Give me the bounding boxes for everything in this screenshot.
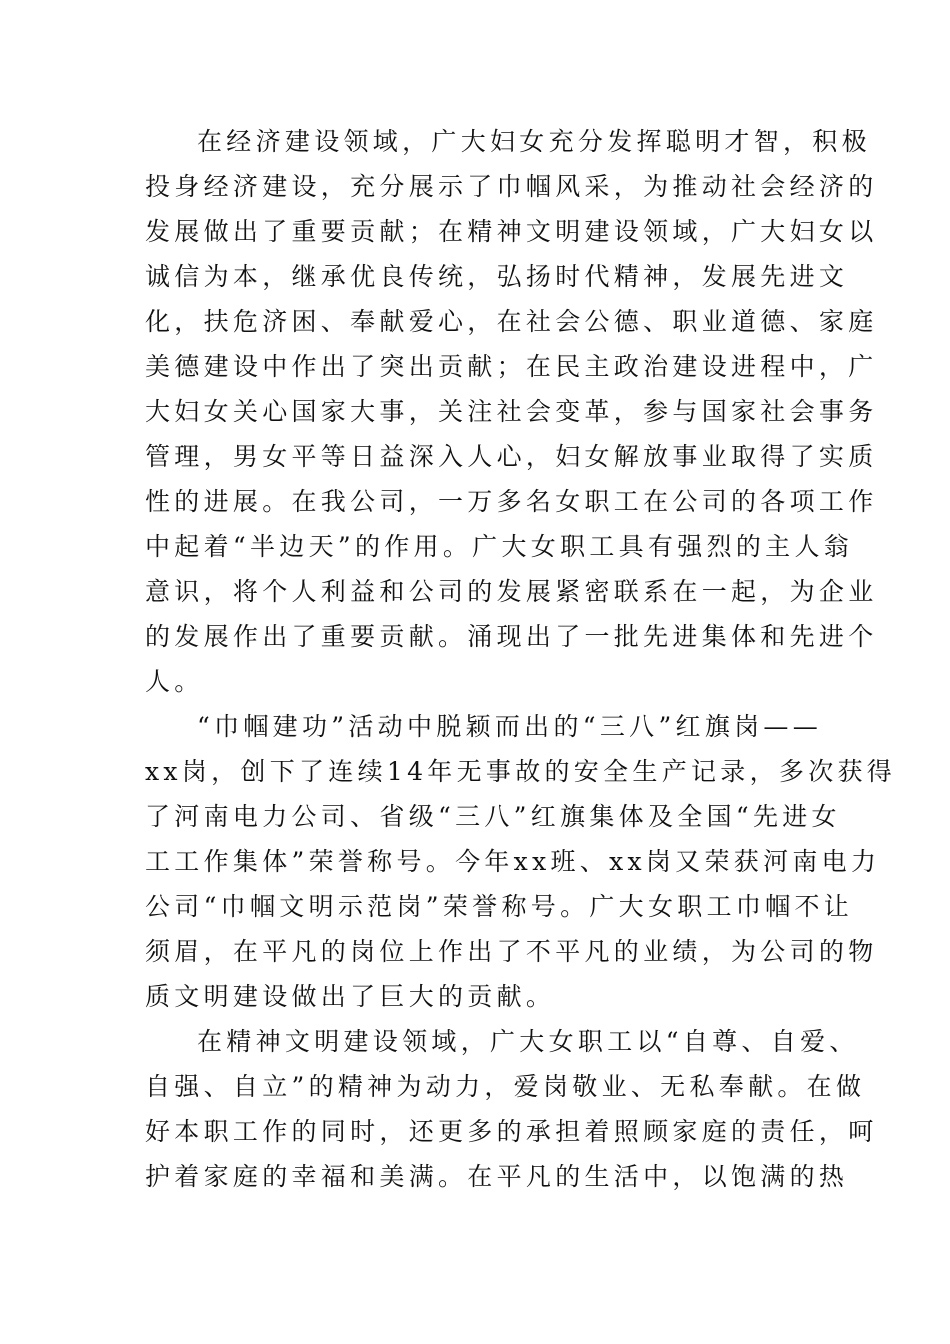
paragraph-line: 在经济建设领域，广大妇女充分发挥聪明才智，积极 (197, 127, 871, 156)
paragraph-line: 性的进展。在我公司，一万多名女职工在公司的各项工作 (145, 487, 878, 516)
paragraph-line: xx岗，创下了连续14年无事故的安全生产记录，多次获得 (145, 757, 897, 786)
paragraph-line: 投身经济建设，充分展示了巾帼风采，为推动社会经济的 (145, 172, 878, 201)
paragraph-line: 人。 (145, 667, 204, 696)
paragraph-line: 在精神文明建设领域，广大女职工以“自尊、自爱、 (197, 1027, 859, 1056)
paragraph-line: “巾帼建功”活动中脱颖而出的“三八”红旗岗—— (197, 712, 823, 741)
paragraph (145, 119, 878, 704)
paragraph-line: 护着家庭的幸福和美满。在平凡的生活中，以饱满的热 (145, 1162, 849, 1191)
paragraph-line: 须眉，在平凡的岗位上作出了不平凡的业绩，为公司的物 (145, 937, 878, 966)
paragraph-line: 发展做出了重要贡献；在精神文明建设领域，广大妇女以 (145, 217, 878, 246)
paragraph-line: 公司“巾帼文明示范岗”荣誉称号。广大女职工巾帼不让 (145, 892, 854, 921)
paragraph-line: 自强、自立”的精神为动力，爱岗敬业、无私奉献。在做 (145, 1072, 866, 1101)
paragraph-line: 化，扶危济困、奉献爱心，在社会公德、职业道德、家庭 (145, 307, 878, 336)
paragraph-line: 中起着“半边天”的作用。广大女职工具有强烈的主人翁 (145, 532, 854, 561)
paragraph-line: 的发展作出了重要贡献。涌现出了一批先进集体和先进个 (145, 622, 878, 651)
paragraph-line: 美德建设中作出了突出贡献；在民主政治建设进程中，广 (145, 352, 878, 381)
paragraph-line: 工工作集体”荣誉称号。今年xx班、xx岗又荣获河南电力 (145, 847, 881, 876)
paragraph-line: 好本职工作的同时，还更多的承担着照顾家庭的责任，呵 (145, 1117, 878, 1146)
paragraph-line: 了河南电力公司、省级“三八”红旗集体及全国“先进女 (145, 802, 841, 831)
paragraph (145, 704, 897, 1019)
document-body (145, 119, 897, 1199)
paragraph-line: 意识，将个人利益和公司的发展紧密联系在一起，为企业 (145, 577, 878, 606)
paragraph-line: 质文明建设做出了巨大的贡献。 (145, 982, 556, 1011)
paragraph-line: 大妇女关心国家大事，关注社会变革，参与国家社会事务 (145, 397, 878, 426)
paragraph (145, 1019, 878, 1199)
paragraph-line: 管理，男女平等日益深入人心，妇女解放事业取得了实质 (145, 442, 878, 471)
paragraph-line: 诚信为本，继承优良传统，弘扬时代精神，发展先进文 (145, 262, 849, 291)
